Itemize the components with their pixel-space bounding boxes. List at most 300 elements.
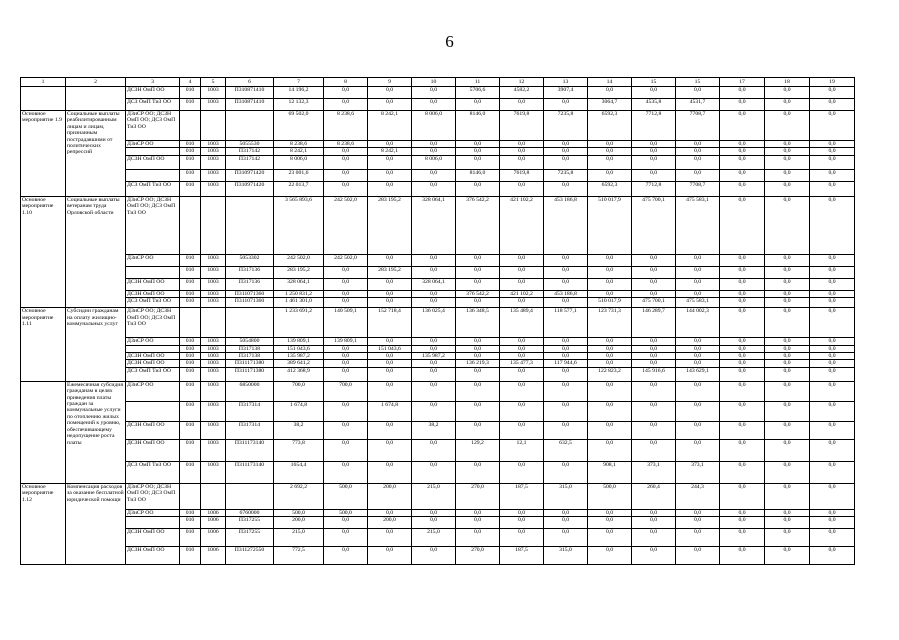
value-cell: 38,2 xyxy=(274,421,324,439)
value-cell: 0,0 xyxy=(456,141,500,148)
value-cell: 117 944,6 xyxy=(544,360,588,367)
value-cell: 0,0 xyxy=(676,547,720,565)
value-cell: 315,0 xyxy=(544,483,588,509)
value-cell: 1003 xyxy=(201,87,226,99)
value-cell: 0,0 xyxy=(412,148,456,155)
value-cell: П317255 xyxy=(226,529,274,547)
value-cell: 135 987,2 xyxy=(412,353,456,360)
value-cell: 0,0 xyxy=(632,345,676,352)
executor-cell: ДСЗ ОмП ТиЗ ОО xyxy=(126,99,180,111)
value-cell: 0,0 xyxy=(500,367,544,381)
value-cell: 0,0 xyxy=(720,509,765,516)
value-cell: 0,0 xyxy=(720,517,765,529)
value-cell: 010 xyxy=(180,266,201,278)
value-cell: 0,0 xyxy=(368,381,412,401)
value-cell: 0,0 xyxy=(810,155,855,169)
value-cell: 4531,7 xyxy=(676,99,720,111)
executor-cell: ДЗиСР ОО xyxy=(126,381,180,401)
value-cell: 1006 xyxy=(201,517,226,529)
value-cell: 0,0 xyxy=(588,155,632,169)
value-cell: 144 002,3 xyxy=(676,308,720,338)
value-cell: 1 461 301,0 xyxy=(274,298,324,308)
value-cell: 0,0 xyxy=(720,338,765,345)
value-cell: 1006 xyxy=(201,509,226,516)
value-cell: 1003 xyxy=(201,148,226,155)
value-cell: 0,0 xyxy=(324,547,368,565)
value-cell: 260,4 xyxy=(632,483,676,509)
value-cell: 136 025,4 xyxy=(412,308,456,338)
value-cell: 0,0 xyxy=(456,461,500,483)
executor-cell: ДЗиСР ОО; ДСЗН ОмП ОО; ДСЗ ОмП ТиЗ ОО xyxy=(126,111,180,141)
value-cell: 0,0 xyxy=(412,298,456,308)
value-cell: 0,0 xyxy=(765,99,810,111)
value-cell: 0,0 xyxy=(368,278,412,290)
executor-cell: ДЗиСР ОО xyxy=(126,141,180,148)
value-cell: 0,0 xyxy=(412,169,456,181)
value-cell: 1003 xyxy=(201,99,226,111)
value-cell: 421 102,2 xyxy=(500,290,544,297)
value-cell: 0,0 xyxy=(810,254,855,266)
value-cell: 373,1 xyxy=(632,461,676,483)
value-cell: 0,0 xyxy=(676,290,720,297)
value-cell: 0,0 xyxy=(368,353,412,360)
value-cell: 010 xyxy=(180,338,201,345)
value-cell: 0,0 xyxy=(456,381,500,401)
value-cell: 0,0 xyxy=(412,338,456,345)
value-cell: 0,0 xyxy=(368,87,412,99)
value-cell: 1003 xyxy=(201,421,226,439)
value-cell: 8 242,1 xyxy=(368,111,412,141)
value-cell: 0,0 xyxy=(632,338,676,345)
value-cell: 1006 xyxy=(201,529,226,547)
value-cell: 010 xyxy=(180,254,201,266)
value-cell: 376 542,2 xyxy=(456,196,500,254)
value-cell: 283 195,2 xyxy=(274,266,324,278)
value-cell: 0,0 xyxy=(544,367,588,381)
value-cell: 123 731,3 xyxy=(588,308,632,338)
value-cell: 0,0 xyxy=(588,529,632,547)
value-cell: П317138 xyxy=(226,345,274,352)
value-cell: 0,0 xyxy=(676,517,720,529)
value-cell: 0,0 xyxy=(810,345,855,352)
executor-cell: ДСЗН ОмП ОО xyxy=(126,439,180,461)
value-cell: 139 809,1 xyxy=(324,338,368,345)
value-cell: 632,5 xyxy=(544,439,588,461)
value-cell: 0,0 xyxy=(676,381,720,401)
table-row xyxy=(21,278,855,290)
column-header: 6 xyxy=(226,78,274,87)
value-cell: 0,0 xyxy=(412,517,456,529)
value-cell: 0,0 xyxy=(456,99,500,111)
description-cell: Ежемесячная субсидия гражданам в целях приведения платы граждан за коммунальные услуги по отоплению жилых помещений к уровню, обеспечивающему недопущение роста платы xyxy=(66,381,126,483)
value-cell: 010 xyxy=(180,169,201,181)
value-cell: 010 xyxy=(180,278,201,290)
table-row xyxy=(21,381,855,401)
value-cell: 0,0 xyxy=(368,367,412,381)
value-cell: 151 043,6 xyxy=(368,345,412,352)
value-cell: 0,0 xyxy=(368,290,412,297)
value-cell: 0,0 xyxy=(544,345,588,352)
table-row xyxy=(21,439,855,461)
value-cell: 244,3 xyxy=(676,483,720,509)
value-cell: 0,0 xyxy=(368,155,412,169)
value-cell: 500,0 xyxy=(324,483,368,509)
value-cell: 1 674,8 xyxy=(368,401,412,421)
executor-cell: ДЗиСР ОО; ДСЗН ОмП ОО; ДСЗ ОмП ТиЗ ОО xyxy=(126,308,180,338)
table-row xyxy=(21,254,855,266)
value-cell: 0,0 xyxy=(500,353,544,360)
value-cell: 8 242,1 xyxy=(274,148,324,155)
value-cell: 908,1 xyxy=(588,461,632,483)
value-cell: 5055530 xyxy=(226,141,274,148)
value-cell: 0,0 xyxy=(765,547,810,565)
value-cell: 1003 xyxy=(201,338,226,345)
value-cell: 7712,8 xyxy=(632,111,676,141)
value-cell: 0,0 xyxy=(720,148,765,155)
value-cell: 6850000 xyxy=(226,381,274,401)
value-cell: 0,0 xyxy=(765,353,810,360)
value-cell: 0,0 xyxy=(500,509,544,516)
value-cell: 0,0 xyxy=(368,99,412,111)
value-cell: 8 006,0 xyxy=(274,155,324,169)
column-header: 13 xyxy=(544,78,588,87)
value-cell xyxy=(180,111,201,141)
value-cell: 0,0 xyxy=(810,360,855,367)
value-cell: 0,0 xyxy=(412,181,456,196)
value-cell: 0,0 xyxy=(765,338,810,345)
value-cell: П310971420 xyxy=(226,181,274,196)
value-cell: 0,0 xyxy=(500,254,544,266)
value-cell: 328 064,1 xyxy=(412,196,456,254)
value-cell: 0,0 xyxy=(632,529,676,547)
value-cell: 0,0 xyxy=(810,381,855,401)
value-cell: 8 238,6 xyxy=(274,141,324,148)
value-cell: 0,0 xyxy=(676,148,720,155)
table-row xyxy=(21,529,855,547)
value-cell: П310971420 xyxy=(226,169,274,181)
value-cell: 0,0 xyxy=(765,308,810,338)
value-cell: 1003 xyxy=(201,345,226,352)
value-cell: 0,0 xyxy=(810,439,855,461)
value-cell: 0,0 xyxy=(632,353,676,360)
value-cell: 010 xyxy=(180,529,201,547)
value-cell: 0,0 xyxy=(544,298,588,308)
value-cell: 0,0 xyxy=(676,141,720,148)
value-cell: 0,0 xyxy=(632,360,676,367)
value-cell: П317142 xyxy=(226,155,274,169)
value-cell: 0,0 xyxy=(588,401,632,421)
value-cell: 0,0 xyxy=(412,401,456,421)
value-cell: 0,0 xyxy=(500,278,544,290)
value-cell: 315,0 xyxy=(544,547,588,565)
value-cell: 0,0 xyxy=(765,155,810,169)
value-cell: 7619,8 xyxy=(500,169,544,181)
value-cell: 1003 xyxy=(201,298,226,308)
value-cell: 135 477,3 xyxy=(500,360,544,367)
value-cell: 0,0 xyxy=(456,367,500,381)
table-row xyxy=(21,141,855,148)
value-cell: 5054800 xyxy=(226,338,274,345)
value-cell: 500,0 xyxy=(588,483,632,509)
value-cell: 3064,7 xyxy=(588,99,632,111)
value-cell: 475 700,1 xyxy=(632,196,676,254)
executor-cell: ДСЗН ОмП ОО xyxy=(126,155,180,169)
measure-cell: Основное мероприятие 1.11 xyxy=(21,308,66,382)
value-cell: 6592,3 xyxy=(588,111,632,141)
value-cell: 0,0 xyxy=(324,517,368,529)
description-cell: Социальные выплаты ветеранам труда Орловской области xyxy=(66,196,126,307)
value-cell: 0,0 xyxy=(588,381,632,401)
value-cell xyxy=(180,308,201,338)
value-cell: 376 542,2 xyxy=(456,290,500,297)
value-cell: 151 043,6 xyxy=(274,345,324,352)
executor-cell: ДЗиСР ОО xyxy=(126,509,180,516)
value-cell: 0,0 xyxy=(720,298,765,308)
value-cell: 0,0 xyxy=(720,181,765,196)
value-cell: 242 502,0 xyxy=(324,196,368,254)
value-cell: 0,0 xyxy=(720,381,765,401)
column-header: 3 xyxy=(126,78,180,87)
value-cell: 187,5 xyxy=(500,547,544,565)
value-cell: 0,0 xyxy=(412,360,456,367)
value-cell: 0,0 xyxy=(368,509,412,516)
value-cell: 0,0 xyxy=(412,345,456,352)
value-cell: 7708,7 xyxy=(676,111,720,141)
value-cell: П311171380 xyxy=(226,367,274,381)
value-cell: 8 238,6 xyxy=(324,111,368,141)
value-cell: 0,0 xyxy=(456,266,500,278)
column-header: 8 xyxy=(324,78,368,87)
value-cell: 0,0 xyxy=(500,529,544,547)
value-cell: 1 250 831,2 xyxy=(274,290,324,297)
value-cell: 0,0 xyxy=(810,87,855,99)
executor-cell: ДСЗН ОмП ОО xyxy=(126,87,180,99)
value-cell: 0,0 xyxy=(632,509,676,516)
value-cell: 328 064,1 xyxy=(274,278,324,290)
value-cell: 0,0 xyxy=(810,141,855,148)
value-cell: 0,0 xyxy=(720,254,765,266)
value-cell: 0,0 xyxy=(368,439,412,461)
column-header: 10 xyxy=(412,78,456,87)
value-cell: 0,0 xyxy=(632,547,676,565)
value-cell: 0,0 xyxy=(765,148,810,155)
value-cell: 0,0 xyxy=(676,254,720,266)
value-cell: 0,0 xyxy=(324,367,368,381)
value-cell: 0,0 xyxy=(544,266,588,278)
value-cell: 0,0 xyxy=(676,360,720,367)
value-cell: 2 692,2 xyxy=(274,483,324,509)
value-cell: 0,0 xyxy=(632,290,676,297)
value-cell: 0,0 xyxy=(456,278,500,290)
value-cell: 0,0 xyxy=(544,99,588,111)
value-cell: 0,0 xyxy=(544,181,588,196)
value-cell: 0,0 xyxy=(500,181,544,196)
value-cell: 0,0 xyxy=(588,148,632,155)
budget-table xyxy=(20,77,855,565)
value-cell: 0,0 xyxy=(412,266,456,278)
value-cell: 0,0 xyxy=(632,278,676,290)
value-cell: 1003 xyxy=(201,181,226,196)
column-header: 17 xyxy=(720,78,765,87)
value-cell: П310871410 xyxy=(226,87,274,99)
value-cell: 453 186,8 xyxy=(544,290,588,297)
value-cell: 0,0 xyxy=(810,509,855,516)
value-cell: 0,0 xyxy=(676,278,720,290)
value-cell: 0,0 xyxy=(632,148,676,155)
value-cell: 0,0 xyxy=(676,529,720,547)
table-row xyxy=(21,338,855,345)
value-cell: 1003 xyxy=(201,401,226,421)
executor-cell xyxy=(126,345,180,352)
value-cell: 0,0 xyxy=(810,169,855,181)
value-cell: 0,0 xyxy=(810,517,855,529)
value-cell: 010 xyxy=(180,401,201,421)
value-cell: 215,0 xyxy=(412,483,456,509)
table-row xyxy=(21,547,855,565)
value-cell: 0,0 xyxy=(720,111,765,141)
value-cell: П311173140 xyxy=(226,439,274,461)
value-cell: 0,0 xyxy=(456,353,500,360)
executor-cell xyxy=(126,148,180,155)
value-cell: 0,0 xyxy=(810,298,855,308)
value-cell: 0,0 xyxy=(500,298,544,308)
value-cell: 1 233 691,2 xyxy=(274,308,324,338)
value-cell: 700,0 xyxy=(274,381,324,401)
value-cell: 0,0 xyxy=(765,278,810,290)
value-cell: 510 017,9 xyxy=(588,298,632,308)
value-cell: 135 489,4 xyxy=(500,308,544,338)
value-cell: 0,0 xyxy=(324,266,368,278)
executor-cell: ДСЗН ОмП ОО xyxy=(126,290,180,297)
value-cell: 0,0 xyxy=(500,99,544,111)
executor-cell: ДЗиСР ОО; ДСЗН ОмП ОО; ДСЗ ОмП ТиЗ ОО xyxy=(126,196,180,254)
value-cell: 0,0 xyxy=(544,421,588,439)
value-cell: П311272550 xyxy=(226,547,274,565)
executor-cell: ДЗиСР ОО xyxy=(126,254,180,266)
value-cell xyxy=(201,196,226,254)
value-cell: 010 xyxy=(180,290,201,297)
value-cell: 0,0 xyxy=(810,290,855,297)
value-cell: 0,0 xyxy=(500,148,544,155)
value-cell: 0,0 xyxy=(632,266,676,278)
value-cell: 0,0 xyxy=(632,169,676,181)
value-cell: 0,0 xyxy=(500,381,544,401)
value-cell: 1003 xyxy=(201,367,226,381)
value-cell: 010 xyxy=(180,360,201,367)
value-cell: 0,0 xyxy=(368,254,412,266)
value-cell: 0,0 xyxy=(412,141,456,148)
value-cell: 0,0 xyxy=(544,461,588,483)
table-row xyxy=(21,421,855,439)
value-cell: 0,0 xyxy=(765,181,810,196)
value-cell: 0,0 xyxy=(588,547,632,565)
value-cell: 0,0 xyxy=(810,461,855,483)
value-cell: 0,0 xyxy=(632,421,676,439)
value-cell: 0,0 xyxy=(456,345,500,352)
value-cell: 0,0 xyxy=(810,421,855,439)
value-cell: 010 xyxy=(180,547,201,565)
value-cell: 0,0 xyxy=(324,345,368,352)
value-cell: 0,0 xyxy=(676,345,720,352)
value-cell: 0,0 xyxy=(810,308,855,338)
value-cell: 0,0 xyxy=(720,367,765,381)
value-cell: 4582,2 xyxy=(500,87,544,99)
value-cell: 0,0 xyxy=(810,338,855,345)
value-cell: 010 xyxy=(180,461,201,483)
value-cell: 129,2 xyxy=(456,439,500,461)
value-cell: П317314 xyxy=(226,401,274,421)
table-row xyxy=(21,148,855,155)
value-cell: 0,0 xyxy=(456,529,500,547)
value-cell: 7235,8 xyxy=(544,111,588,141)
column-header: 18 xyxy=(765,78,810,87)
value-cell: 0,0 xyxy=(456,148,500,155)
value-cell: 12 132,3 xyxy=(274,99,324,111)
value-cell: 0,0 xyxy=(412,254,456,266)
value-cell: 0,0 xyxy=(500,345,544,352)
value-cell: 0,0 xyxy=(810,529,855,547)
value-cell: 215,0 xyxy=(412,529,456,547)
value-cell: 0,0 xyxy=(765,266,810,278)
value-cell: П317314 xyxy=(226,421,274,439)
value-cell: 1003 xyxy=(201,155,226,169)
value-cell xyxy=(180,483,201,509)
executor-cell xyxy=(126,401,180,421)
table-row xyxy=(21,169,855,181)
value-cell: 12,1 xyxy=(500,439,544,461)
value-cell: 0,0 xyxy=(632,141,676,148)
value-cell: 118 577,1 xyxy=(544,308,588,338)
description-cell: Компенсация расходов за оказание бесплатной юридической помощи xyxy=(66,483,126,564)
value-cell: 0,0 xyxy=(676,509,720,516)
value-cell: 0,0 xyxy=(368,298,412,308)
value-cell: 0,0 xyxy=(765,401,810,421)
table-row xyxy=(21,155,855,169)
value-cell: 0,0 xyxy=(588,421,632,439)
value-cell: 0,0 xyxy=(324,353,368,360)
table-row xyxy=(21,517,855,529)
value-cell: 0,0 xyxy=(765,461,810,483)
column-header: 11 xyxy=(456,78,500,87)
value-cell: 7619,8 xyxy=(500,111,544,141)
value-cell: 0,0 xyxy=(765,141,810,148)
value-cell: 0,0 xyxy=(720,401,765,421)
value-cell: 5053302 xyxy=(226,254,274,266)
value-cell: 0,0 xyxy=(810,266,855,278)
value-cell: 0,0 xyxy=(765,169,810,181)
executor-cell: ДСЗ ОмП ТиЗ ОО xyxy=(126,181,180,196)
value-cell: 700,0 xyxy=(324,381,368,401)
value-cell: 0,0 xyxy=(765,87,810,99)
value-cell: 0,0 xyxy=(810,353,855,360)
value-cell: 500,0 xyxy=(324,509,368,516)
value-cell: 0,0 xyxy=(676,87,720,99)
value-cell: 010 xyxy=(180,141,201,148)
value-cell: 0,0 xyxy=(500,141,544,148)
executor-cell xyxy=(126,517,180,529)
value-cell: 0,0 xyxy=(720,360,765,367)
value-cell: 8 242,1 xyxy=(368,148,412,155)
value-cell: 0,0 xyxy=(765,196,810,254)
column-header: 7 xyxy=(274,78,324,87)
value-cell: 010 xyxy=(180,155,201,169)
table-row xyxy=(21,298,855,308)
value-cell: 475 583,1 xyxy=(676,298,720,308)
value-cell: 0,0 xyxy=(588,290,632,297)
value-cell: 0,0 xyxy=(720,155,765,169)
table-row xyxy=(21,266,855,278)
header-row xyxy=(21,78,855,87)
